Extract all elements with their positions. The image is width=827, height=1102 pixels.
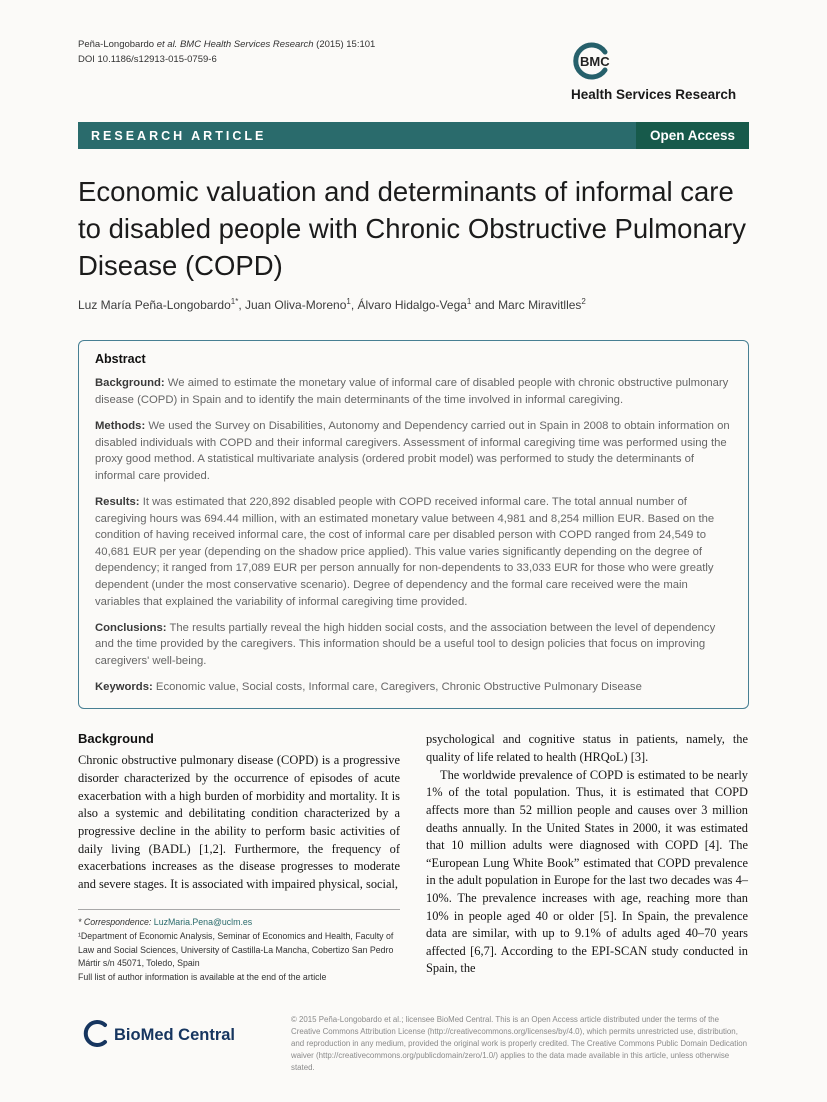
citation-author: Peña-Longobardo [78, 39, 157, 50]
doi-line: DOI 10.1186/s12913-015-0759-6 [78, 53, 217, 65]
section-heading-background: Background [78, 731, 154, 747]
abstract-keywords-label: Keywords: [95, 680, 153, 693]
citation-volume: (2015) 15:101 [313, 39, 376, 50]
author-name-4: and Marc Miravitlles [471, 298, 582, 313]
abstract-results-label: Results: [95, 495, 140, 508]
author-sup-4: 2 [581, 297, 586, 307]
copyright-notice: © 2015 Peña-Longobardo et al.; licensee BioMed Central. This is an Open Access article distributed under the terms of the Creative Commons Attribution License (http://creativecommons.org/licenses/by/4.0), which permits unrestricted use, distribution, and reproduction in any medium, provided the original work is properly credited. The Creative Commons Public Domain Dedication waiver (http://creativecommons.org/publicdomain/zero/1.0/) applies to the data made available in this article, unless otherwise stated. [291, 1015, 747, 1072]
author-name-2: , Juan Oliva-Moreno [238, 298, 347, 313]
abstract-results-text: It was estimated that 220,892 disabled people with COPD received informal care. The total annual number of caregiving hours was 694.44 million, with an estimated monetary value between 4,981 and 8,254 million EUR. Based on the condition of having received informal care, the cost of informal care per disabled person with COPD ranged from 24,549 to 40,681 EUR per year (depending on the shadow price applied). This value varies significantly depending on the degree of dependency; it ranged from 17,089 EUR per person annually for non-dependents to 33,033 EUR for those who were greatly dependent (under the most conservative scenario). Degree of dependency and the formal care received were the main variables that explained the variability of informal caregiving time provided. [95, 495, 715, 608]
abstract-results [95, 494, 732, 610]
abstract-heading: Abstract [95, 352, 146, 367]
author-sup-3: 1 [466, 297, 472, 307]
abstract-conclusions [95, 620, 732, 670]
correspondence-line [78, 916, 400, 930]
article-title: Economic valuation and determinants of informal care to disabled people with Chronic Obstructive Pulmonary Disease (COPD) [78, 176, 746, 282]
open-access-badge: Open Access [636, 122, 749, 149]
page-header [78, 38, 749, 102]
body-paragraph-right-1: psychological and cognitive status in patients, namely, the quality of life related to health (HRQoL) [3]. [426, 732, 748, 765]
citation-line [78, 38, 375, 53]
author-name-1: Luz María Peña-Longobardo [78, 298, 231, 313]
journal-name: Health Services Research [571, 87, 737, 102]
correspondence-email-link[interactable]: LuzMaria.Pena@uclm.es [153, 917, 253, 928]
abstract-methods [95, 418, 732, 484]
body-paragraph-right-2: The worldwide prevalence of COPD is estimated to be nearly 1% of the total population. Thus, it is estimated that COPD affects more than 52 million people and causes over 3 million deaths annually. In the United States in 2000, it was estimated that 10 million adults were diagnosed with COPD [4]. The “European Lung White Book” estimated that COPD prevalence in the adult population in Europe for the last two decades was 4–10%. The prevalence increases with age, reaching more than 10% in people aged 40 or older [5]. In Spain, the prevalence data are similar, with up to 9.1% of adults aged 40–70 years affected [6,7]. According to the EPI-SCAN study conducted in Spain, the [426, 767, 748, 976]
author-sup-2: 1 [346, 297, 351, 307]
abstract-keywords [95, 679, 732, 696]
citation-journal: et al. BMC Health Services Research [156, 39, 314, 50]
abstract-background-text: We aimed to estimate the monetary value of informal care of disabled people with chronic obstructive pulmonary disease (COPD) in Spain and to identify the main determinants of the time involved in informal caregiving. [95, 377, 729, 406]
author-line [78, 297, 749, 312]
biomed-central-logo-icon [78, 1016, 268, 1052]
left-column [78, 731, 400, 984]
full-list-line: Full list of author information is available at the end of the article [78, 971, 327, 982]
biomed-central-logo-text: BioMed Central [114, 1026, 236, 1045]
citation-block [78, 38, 375, 67]
footnotes [78, 909, 400, 984]
right-column [426, 731, 748, 984]
bmc-logo-icon [559, 40, 709, 86]
abstract-box [78, 340, 749, 709]
abstract-background-label: Background: [95, 377, 165, 390]
author-sup-1: 1* [230, 297, 239, 307]
abstract-background [95, 375, 732, 408]
journal-logo [559, 40, 749, 102]
article-type-banner [78, 122, 749, 149]
correspondence-label: * Correspondence: [78, 917, 154, 928]
body-paragraph-left: Chronic obstructive pulmonary disease (COPD) is a progressive disorder characterized by the occurrence of episodes of acute exacerbation with a high burden of morbidity and mortality. It is also a systemic and debilitating condition characterized by a progressive decline in the ability to perform basic activities of daily living (BADL) [1,2]. Furthermore, the frequency of exacerbations increases as the disease progresses to moderate and severe stages. It is associated with impaired physical, social, [78, 753, 400, 891]
article-type-label: RESEARCH ARTICLE [91, 128, 267, 143]
abstract-conclusions-label: Conclusions: [95, 621, 167, 634]
page-footer [78, 1010, 749, 1073]
abstract-conclusions-text: The results partially reveal the high hidden social costs, and the association between the level of dependency and the time provided by the caregivers. This information should be a useful tool to design policies that focus on improving caregivers' well-being. [95, 621, 716, 667]
abstract-keywords-text: Economic value, Social costs, Informal care, Caregivers, Chronic Obstructive Pulmonary Disease [152, 680, 642, 693]
abstract-methods-text: We used the Survey on Disabilities, Autonomy and Dependency carried out in Spain in 2008 to obtain information on disabled individuals with COPD and their informal caregivers. Assessment of informal caregiving time was performed using the proxy good method. A statistical multivariate analysis (ordered probit model) was performed to study the determinants of informal care provided. [95, 420, 730, 482]
body-columns [78, 731, 749, 984]
affiliation-line: ¹Department of Economic Analysis, Seminar of Economics and Health, Faculty of Law and Social Sciences, University of Castilla-La Mancha, Cobertizo San Pedro Mártir s/n 45071, Toledo, Spain [78, 930, 394, 969]
publisher-logo [78, 1010, 273, 1057]
bmc-logo-text: BMC [580, 54, 610, 69]
abstract-methods-label: Methods: [95, 420, 146, 433]
author-name-3: , Álvaro Hidalgo-Vega [350, 298, 467, 313]
